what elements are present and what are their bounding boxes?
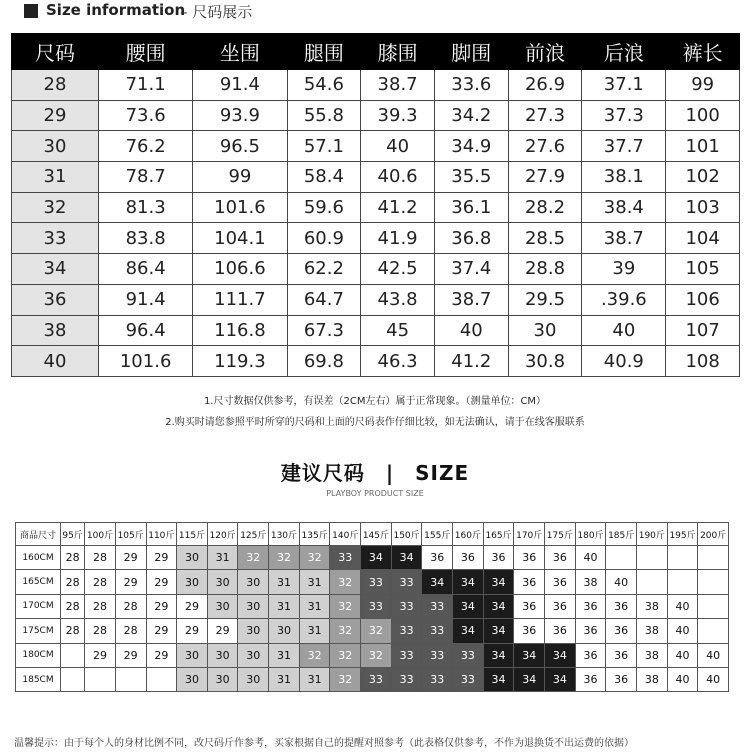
recommended-size-cell: 28 [85,570,116,594]
recommended-size-cell: 32 [238,546,269,570]
weight-header-cell: 185斤 [606,523,637,546]
measurement-cell: 46.3 [361,346,435,377]
size-table-row [12,162,740,193]
recommended-size-cell: 31 [299,570,330,594]
recommended-size-cell: 30 [177,643,208,667]
weight-header-cell: 195斤 [667,523,698,546]
recommended-size-cell: 34 [483,594,514,618]
measurement-cell: 40.6 [361,162,435,193]
recommended-size-cell: 36 [606,594,637,618]
size-label-cell: 40 [12,346,99,377]
size-table-header-cell: 腰围 [99,34,193,70]
recommended-size-cell: 40 [575,546,606,570]
recommended-size-cell: 30 [238,570,269,594]
recommended-size-cell: 36 [545,594,576,618]
weight-header-cell: 180斤 [575,523,606,546]
recommended-size-cell: 38 [637,619,668,643]
recommended-size-cell: 36 [606,667,637,691]
recommended-size-cell: 33 [391,667,422,691]
recommended-size-cell: 30 [238,619,269,643]
recommended-size-cell: 36 [575,619,606,643]
measurement-cell: 76.2 [99,131,193,162]
size-label-cell: 33 [12,223,99,254]
recommended-size-cell [146,667,177,691]
measurement-cell: 27.3 [508,100,582,131]
measurement-cell: 54.6 [287,70,361,101]
height-label-cell: 180CM [16,643,61,667]
measurement-cell: 100 [666,100,740,131]
recommended-size-cell: 29 [115,643,146,667]
recommended-size-cell: 30 [207,594,238,618]
recommended-size-cell: 34 [483,570,514,594]
measurement-cell: 104.1 [193,223,287,254]
measurement-cell: 108 [666,346,740,377]
recommended-size-cell [61,643,85,667]
size-label-cell: 28 [12,70,99,101]
measurement-cell: 86.4 [99,254,193,285]
header-title-en: Size information [46,1,186,19]
measurement-cell: 43.8 [361,284,435,315]
height-label-cell: 175CM [16,619,61,643]
recommended-size-cell: 31 [207,546,238,570]
measurement-cell: 41.2 [361,192,435,223]
measurement-cell: 69.8 [287,346,361,377]
recommended-size-cell: 36 [514,546,545,570]
recommended-size-cell: 36 [422,546,453,570]
recommended-size-cell: 33 [453,667,484,691]
measurement-cell: 30.8 [508,346,582,377]
note-2: 2.购买时请您参照平时所穿的尺码和上面的尺码表作仔细比较，如无法确认，请于在线客服联系 [165,417,585,428]
height-label-cell: 160CM [16,546,61,570]
footer-tip: 温馨提示：由于每个人的身材比例不同，改尺码斤作参考，买家根据自己的提醒对照参考（此表格仅供参考，不作为退换货不出运费的依据） [14,738,634,749]
measurement-cell: 96.4 [99,315,193,346]
size-table-row [12,315,740,346]
recommended-size-cell: 32 [330,594,361,618]
recommended-size-cell: 33 [422,667,453,691]
recommended-size-cell [698,546,729,570]
recommended-size-cell: 36 [545,570,576,594]
weight-header-cell: 110斤 [146,523,177,546]
size-table-header-cell: 尺码 [12,34,99,70]
recommended-size-cell: 28 [61,546,85,570]
size-table-row [12,254,740,285]
recommended-size-cell: 36 [514,619,545,643]
rec-table-corner: 商品尺寸 [16,523,61,546]
weight-header-cell: 135斤 [299,523,330,546]
weight-header-cell: 200斤 [698,523,729,546]
recommended-size-cell: 33 [422,594,453,618]
recommended-size-cell [698,594,729,618]
recommended-size-cell: 31 [269,570,300,594]
recommended-size-cell: 29 [146,546,177,570]
measurement-cell: 106 [666,284,740,315]
recommended-size-cell: 30 [207,667,238,691]
recommended-size-cell: 36 [575,643,606,667]
recommended-size-cell [667,546,698,570]
recommended-size-cell [698,619,729,643]
recommended-size-cell: 32 [299,643,330,667]
recommended-size-cell: 29 [177,619,208,643]
recommended-size-cell: 30 [177,546,208,570]
recommended-size-cell: 36 [453,546,484,570]
measurement-cell: 27.9 [508,162,582,193]
measurement-cell: 59.6 [287,192,361,223]
recommended-size-cell: 36 [514,594,545,618]
recommended-size-cell: 30 [177,667,208,691]
recommended-size-cell: 32 [299,546,330,570]
measurement-cell: 42.5 [361,254,435,285]
measurement-cell: 105 [666,254,740,285]
recommended-size-cell: 36 [575,667,606,691]
measurement-cell: 29.5 [508,284,582,315]
recommended-size-cell: 29 [146,570,177,594]
recommended-size-cell: 34 [453,594,484,618]
measurement-cell: 37.4 [434,254,508,285]
weight-header-cell: 145斤 [361,523,392,546]
measurement-cell: 64.7 [287,284,361,315]
rec-table-header-row [16,523,729,546]
recommended-size-cell: 40 [667,594,698,618]
recommended-size-cell: 32 [361,643,392,667]
recommended-size-cell: 33 [361,594,392,618]
recommended-size-cell: 29 [207,619,238,643]
measurement-cell: 81.3 [99,192,193,223]
measurement-cell: 34.2 [434,100,508,131]
size-table-header-cell: 腿围 [287,34,361,70]
measurement-cell: 26.9 [508,70,582,101]
recommended-size-cell: 30 [238,667,269,691]
recommended-size-cell: 34 [483,619,514,643]
weight-header-cell: 100斤 [85,523,116,546]
measurement-cell: .39.6 [582,284,666,315]
weight-header-cell: 120斤 [207,523,238,546]
recommended-size-cell: 30 [207,570,238,594]
measurement-cell: 99 [193,162,287,193]
suggested-size-title: 建议尺码 | SIZE [280,461,470,485]
size-label-cell: 32 [12,192,99,223]
recommended-size-cell: 28 [85,594,116,618]
measurement-cell: 99 [666,70,740,101]
measurement-cell: 93.9 [193,100,287,131]
measurement-cell: 40.9 [582,346,666,377]
recommended-size-cell: 34 [545,643,576,667]
recommended-size-cell: 33 [391,619,422,643]
recommended-size-cell: 30 [238,643,269,667]
measurement-cell: 38.7 [361,70,435,101]
size-table-header-cell: 坐围 [193,34,287,70]
measurement-cell: 107 [666,315,740,346]
recommended-size-cell: 30 [207,643,238,667]
size-table-row [12,100,740,131]
height-label-cell: 165CM [16,570,61,594]
recommended-size-cell [61,667,85,691]
measurement-cell: 41.9 [361,223,435,254]
recommended-size-cell: 30 [238,594,269,618]
recommended-size-cell: 34 [453,570,484,594]
recommended-size-cell: 36 [545,546,576,570]
weight-header-cell: 105斤 [115,523,146,546]
size-table-header-cell: 后浪 [582,34,666,70]
recommended-size-cell [115,667,146,691]
measurement-cell: 60.9 [287,223,361,254]
measurement-cell: 30 [508,315,582,346]
recommended-size-cell: 28 [61,594,85,618]
recommended-size-cell: 32 [330,619,361,643]
recommended-size-cell: 38 [575,570,606,594]
recommended-size-cell: 31 [269,667,300,691]
recommended-size-cell: 40 [698,643,729,667]
recommended-size-cell: 40 [698,667,729,691]
recommended-size-cell: 29 [146,594,177,618]
rec-table-row [16,643,729,667]
measurement-cell: 91.4 [193,70,287,101]
recommended-size-cell: 32 [361,619,392,643]
recommended-size-cell: 38 [637,667,668,691]
recommended-size-cell: 38 [637,643,668,667]
weight-header-cell: 165斤 [483,523,514,546]
weight-header-cell: 130斤 [269,523,300,546]
weight-header-cell: 155斤 [422,523,453,546]
measurement-cell: 40 [582,315,666,346]
measurement-cell: 37.3 [582,100,666,131]
measurement-cell: 101 [666,131,740,162]
weight-header-cell: 150斤 [391,523,422,546]
recommended-size-cell: 40 [667,619,698,643]
recommended-size-cell: 34 [483,667,514,691]
recommended-size-cell: 34 [361,546,392,570]
measurement-cell: 40 [434,315,508,346]
recommended-size-cell: 31 [269,643,300,667]
measurement-cell: 36.8 [434,223,508,254]
weight-header-cell: 175斤 [545,523,576,546]
size-measurement-table [11,33,740,377]
recommended-size-cell: 28 [85,619,116,643]
measurement-cell: 58.4 [287,162,361,193]
recommended-size-cell: 32 [269,546,300,570]
measurement-cell: 83.8 [99,223,193,254]
measurement-cell: 28.5 [508,223,582,254]
measurement-cell: 62.2 [287,254,361,285]
size-table-row [12,223,740,254]
recommended-size-cell: 29 [115,546,146,570]
measurement-cell: 119.3 [193,346,287,377]
rec-table-row [16,619,729,643]
recommended-size-cell: 32 [330,570,361,594]
recommended-size-cell: 29 [85,643,116,667]
recommended-size-cell: 29 [115,570,146,594]
measurement-cell: 104 [666,223,740,254]
recommended-size-cell: 33 [361,570,392,594]
size-label-cell: 38 [12,315,99,346]
rec-table-row [16,546,729,570]
measurement-cell: 78.7 [99,162,193,193]
size-label-cell: 36 [12,284,99,315]
size-label-cell: 34 [12,254,99,285]
measurement-cell: 38.7 [434,284,508,315]
height-label-cell: 170CM [16,594,61,618]
rec-table-row [16,570,729,594]
recommended-size-cell: 34 [514,643,545,667]
size-label-cell: 31 [12,162,99,193]
size-table-row [12,346,740,377]
size-label-cell: 29 [12,100,99,131]
measurement-cell: 38.7 [582,223,666,254]
measurement-cell: 116.8 [193,315,287,346]
recommended-size-cell [637,570,668,594]
size-label-cell: 30 [12,131,99,162]
measurement-cell: 55.8 [287,100,361,131]
recommended-size-cell: 33 [361,667,392,691]
recommended-size-cell: 33 [391,570,422,594]
recommended-size-cell: 34 [514,667,545,691]
note-1: 1.尺寸数据仅供参考，有误差（2CM左右）属于正常现象。（测量单位：CM） [203,396,547,407]
size-table-header-row [12,34,740,70]
weight-header-cell: 140斤 [330,523,361,546]
size-table-row [12,284,740,315]
recommended-size-cell: 29 [146,643,177,667]
suggested-size-subtitle: PLAYBOY PRODUCT SIZE [326,489,424,498]
measurement-cell: 91.4 [99,284,193,315]
recommended-size-cell: 28 [85,546,116,570]
rec-table-row [16,667,729,691]
measurement-cell: 45 [361,315,435,346]
recommended-size-cell: 33 [422,643,453,667]
recommended-size-cell [667,570,698,594]
measurement-cell: 71.1 [99,70,193,101]
recommended-size-cell: 36 [606,643,637,667]
measurement-cell: 35.5 [434,162,508,193]
measurement-cell: 37.7 [582,131,666,162]
measurement-cell: 33.6 [434,70,508,101]
recommended-size-cell: 30 [269,619,300,643]
measurement-cell: 102 [666,162,740,193]
weight-header-cell: 190斤 [637,523,668,546]
measurement-cell: 34.9 [434,131,508,162]
size-table-header-cell: 膝围 [361,34,435,70]
recommended-size-table [15,522,729,692]
recommended-size-cell: 28 [61,619,85,643]
height-label-cell: 185CM [16,667,61,691]
recommended-size-cell: 31 [299,667,330,691]
size-table-header-cell: 裤长 [666,34,740,70]
measurement-cell: 103 [666,192,740,223]
header-title-cn: – 尺码展示 [180,3,253,21]
weight-header-cell: 95斤 [61,523,85,546]
recommended-size-cell: 31 [299,594,330,618]
recommended-size-cell: 31 [299,619,330,643]
measurement-cell: 67.3 [287,315,361,346]
recommended-size-cell: 36 [606,619,637,643]
recommended-size-cell [606,546,637,570]
measurement-cell: 39.3 [361,100,435,131]
recommended-size-cell: 40 [667,667,698,691]
size-table-row [12,131,740,162]
section-header [0,0,750,24]
recommended-size-cell: 34 [545,667,576,691]
measurement-cell: 40 [361,131,435,162]
recommended-size-cell: 33 [391,594,422,618]
recommended-size-cell: 29 [146,619,177,643]
recommended-size-cell [637,546,668,570]
measurement-cell: 96.5 [193,131,287,162]
size-table-header-cell: 脚围 [434,34,508,70]
recommended-size-cell: 29 [177,594,208,618]
recommended-size-cell: 34 [422,570,453,594]
recommended-size-cell [698,570,729,594]
recommended-size-cell: 28 [61,570,85,594]
weight-header-cell: 125斤 [238,523,269,546]
recommended-size-cell: 36 [483,546,514,570]
recommended-size-cell: 40 [667,643,698,667]
recommended-size-cell: 33 [422,619,453,643]
weight-header-cell: 115斤 [177,523,208,546]
recommended-size-cell: 28 [115,594,146,618]
recommended-size-cell: 32 [330,667,361,691]
size-table-row [12,70,740,101]
recommended-size-cell [85,667,116,691]
measurement-cell: 38.4 [582,192,666,223]
weight-header-cell: 170斤 [514,523,545,546]
recommended-size-cell: 32 [330,643,361,667]
recommended-size-cell: 36 [514,570,545,594]
size-table-header-cell: 前浪 [508,34,582,70]
recommended-size-cell: 33 [391,643,422,667]
recommended-size-cell: 34 [483,643,514,667]
recommended-size-cell: 40 [606,570,637,594]
measurement-cell: 101.6 [193,192,287,223]
recommended-size-cell: 33 [330,546,361,570]
measurement-cell: 41.2 [434,346,508,377]
size-table-row [12,192,740,223]
measurement-cell: 28.8 [508,254,582,285]
measurement-cell: 36.1 [434,192,508,223]
measurement-cell: 27.6 [508,131,582,162]
recommended-size-cell: 30 [177,570,208,594]
measurement-cell: 111.7 [193,284,287,315]
measurement-cell: 28.2 [508,192,582,223]
recommended-size-cell: 34 [391,546,422,570]
square-bullet-icon [24,4,38,18]
rec-table-row [16,594,729,618]
measurement-cell: 37.1 [582,70,666,101]
measurement-cell: 101.6 [99,346,193,377]
recommended-size-cell: 31 [269,594,300,618]
measurement-cell: 106.6 [193,254,287,285]
recommended-size-cell: 34 [453,619,484,643]
recommended-size-cell: 36 [545,619,576,643]
recommended-size-cell: 36 [575,594,606,618]
measurement-cell: 39 [582,254,666,285]
measurement-cell: 57.1 [287,131,361,162]
measurement-cell: 38.1 [582,162,666,193]
recommended-size-cell: 38 [637,594,668,618]
weight-header-cell: 160斤 [453,523,484,546]
recommended-size-cell: 28 [115,619,146,643]
measurement-cell: 73.6 [99,100,193,131]
recommended-size-cell: 33 [453,643,484,667]
